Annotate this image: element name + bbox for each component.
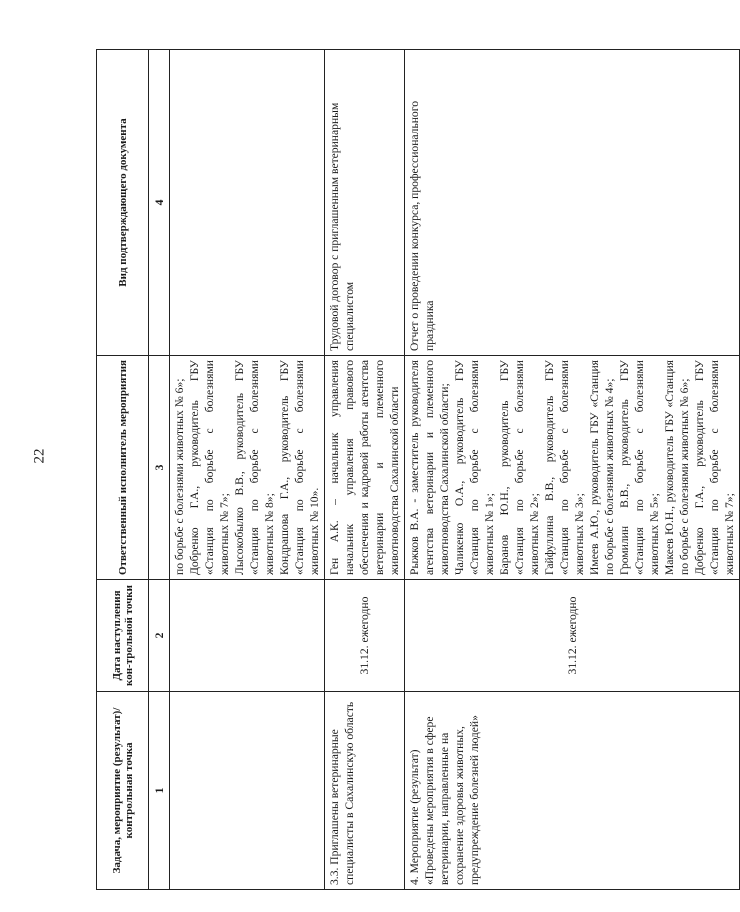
header-document: Вид подтверждающего документа: [97, 50, 149, 356]
document-cell: Трудовой договор с приглашенным ветеринарным специалистом: [325, 50, 405, 356]
executor-line: Имеев А.Ю., руководитель ГБУ «Станция по борьбе с болезнями животных № 4»;: [588, 360, 616, 575]
control-points-table: [96, 49, 740, 890]
executor-line: Добренко Г.А., руководитель ГБУ «Станция по борьбе с болезнями животных № 7»;: [188, 360, 231, 575]
task-cell: [170, 692, 325, 890]
executor-line: Чаликенко О.А., руководитель ГБУ «Станция по борьбе с болезнями животных № 1»;: [453, 360, 496, 575]
executor-line: Добренко Г.А., руководитель ГБУ «Станция по борьбе с болезнями животных № 7»;: [693, 360, 736, 575]
column-index-4: 4: [149, 50, 170, 356]
task-cell: 4. Мероприятие (результат) «Проведены мероприятия в сфере ветеринарии, направленные на сохранение здоровья животных, предупреждение болезней людей»: [405, 692, 740, 890]
table-header-row: [97, 50, 149, 890]
table-row: [325, 50, 405, 890]
executor-cell: [405, 356, 740, 580]
table-row: [405, 50, 740, 890]
header-executor: Ответственный исполнитель мероприятия: [97, 356, 149, 580]
column-index-3: 3: [149, 356, 170, 580]
executor-line: Кондрашова Г.А., руководитель ГБУ «Станция по борьбе с болезнями животных № 10».: [278, 360, 321, 575]
header-task: Задача, мероприятие (результат)/контрольная точка: [97, 692, 149, 890]
executor-line: Громилин В.В., руководитель ГБУ «Станция по борьбе с болезнями животных № 5»;: [618, 360, 661, 575]
page-number: 22: [31, 448, 48, 464]
executor-cell: [170, 356, 325, 580]
executor-line: Лысокобылко В.В., руководитель ГБУ «Станция по борьбе с болезнями животных № 8»;: [233, 360, 276, 575]
date-cell: 31.12. ежегодно: [405, 580, 740, 692]
executor-line: по борьбе с болезнями животных № 6»;: [173, 378, 186, 575]
column-index-1: 1: [149, 692, 170, 890]
column-index-row: [149, 50, 170, 890]
executor-line: Гайфуллина В.В., руководитель ГБУ «Станция по борьбе с болезнями животных № 3»;: [543, 360, 586, 575]
executor-line: Рыжков В.А. - заместитель руководителя агентства ветеринарии и племенного животноводства Сахалинской области;: [408, 360, 451, 575]
executor-line: Макеев Ю.Н., руководитель ГБУ «Станция по борьбе с болезнями животных № 6»;: [663, 360, 691, 575]
document-table-container: [96, 50, 736, 890]
document-cell: [170, 50, 325, 356]
table-row: [170, 50, 325, 890]
document-cell: Отчет о проведении конкурса, профессионального праздника: [405, 50, 740, 356]
task-cell: 3.3. Приглашены ветеринарные специалисты в Сахалинскую область: [325, 692, 405, 890]
executor-cell: [325, 356, 405, 580]
executor-line: Ген А.К. – начальник управления начальник управления правового обеспечения и кадровой работы агентства ветеринарии и племенного животноводства Сахалинской области: [328, 360, 401, 575]
date-cell: [170, 580, 325, 692]
executor-line: Баранов Ю.Н., руководитель ГБУ «Станция по борьбе с болезнями животных № 2»;: [498, 360, 541, 575]
column-index-2: 2: [149, 580, 170, 692]
header-date: Дата наступления кон-трольной точки: [97, 580, 149, 692]
date-cell: 31.12. ежегодно: [325, 580, 405, 692]
